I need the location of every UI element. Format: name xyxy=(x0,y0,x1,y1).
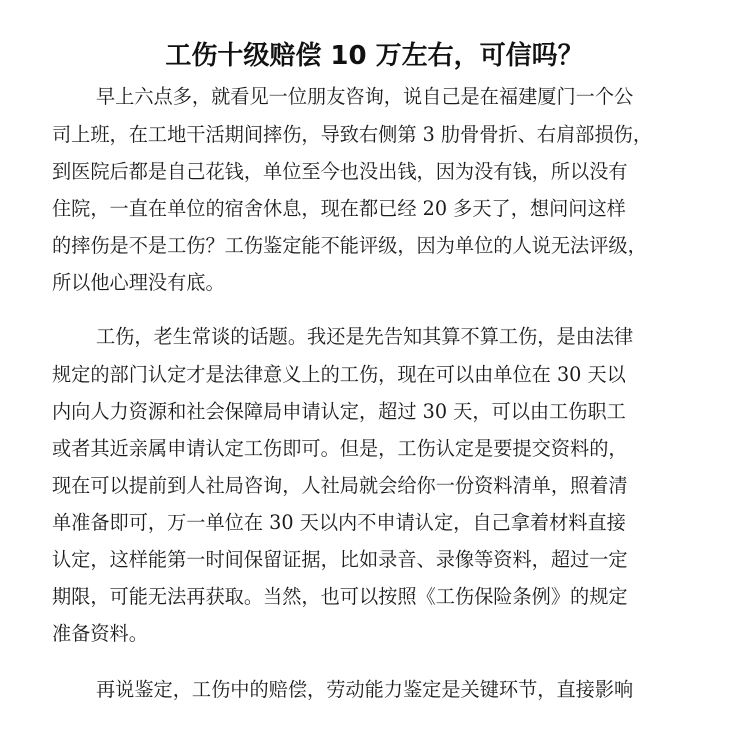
paragraph-1-line-2: 司上班，在工地干活期间摔伤，导致右侧第 3 肋骨骨折、右肩部损伤， xyxy=(52,123,653,146)
paragraph-2-line-2: 规定的部门认定才是法律意义上的工伤，现在可以由单位在 30 天以 xyxy=(52,363,626,386)
paragraph-1-line-1: 早上六点多，就看见一位朋友咨询，说自己是在福建厦门一个公 xyxy=(96,85,634,108)
page-title: 工伤十级赔偿 10 万左右，可信吗？ xyxy=(165,41,584,71)
paragraph-2-line-8: 期限，可能无法再获取。当然，也可以按照《工伤保险条例》的规定 xyxy=(52,585,628,608)
paragraph-2-line-1: 工伤，老生常谈的话题。我还是先告知其算不算工伤，是由法律 xyxy=(96,325,634,348)
paragraph-2-line-9: 准备资料。 xyxy=(52,622,148,645)
paragraph-2-line-6: 单准备即可，万一单位在 30 天以内不申请认定，自己拿着材料直接 xyxy=(52,511,626,534)
paragraph-2-line-7: 认定，这样能第一时间保留证据，比如录音、录像等资料，超过一定 xyxy=(52,548,628,571)
paragraph-2-line-4: 或者其近亲属申请认定工伤即可。但是，工伤认定是要提交资料的， xyxy=(52,437,628,460)
paragraph-1-line-6: 所以他心理没有底。 xyxy=(52,271,225,294)
paragraph-1-line-4: 住院，一直在单位的宿舍休息，现在都已经 20 多天了，想问问这样 xyxy=(52,197,626,220)
paragraph-3-line-1: 再说鉴定，工伤中的赔偿，劳动能力鉴定是关键环节，直接影响 xyxy=(96,678,634,701)
paragraph-1-line-5: 的摔伤是不是工伤？工伤鉴定能不能评级，因为单位的人说无法评级， xyxy=(52,234,647,257)
paragraph-2-line-3: 内向人力资源和社会保障局申请认定，超过 30 天，可以由工伤职工 xyxy=(52,400,626,423)
paragraph-1-line-3: 到医院后都是自己花钱，单位至今也没出钱，因为没有钱，所以没有 xyxy=(52,160,628,183)
paragraph-2-line-5: 现在可以提前到人社局咨询，人社局就会给你一份资料清单，照着清 xyxy=(52,474,628,497)
